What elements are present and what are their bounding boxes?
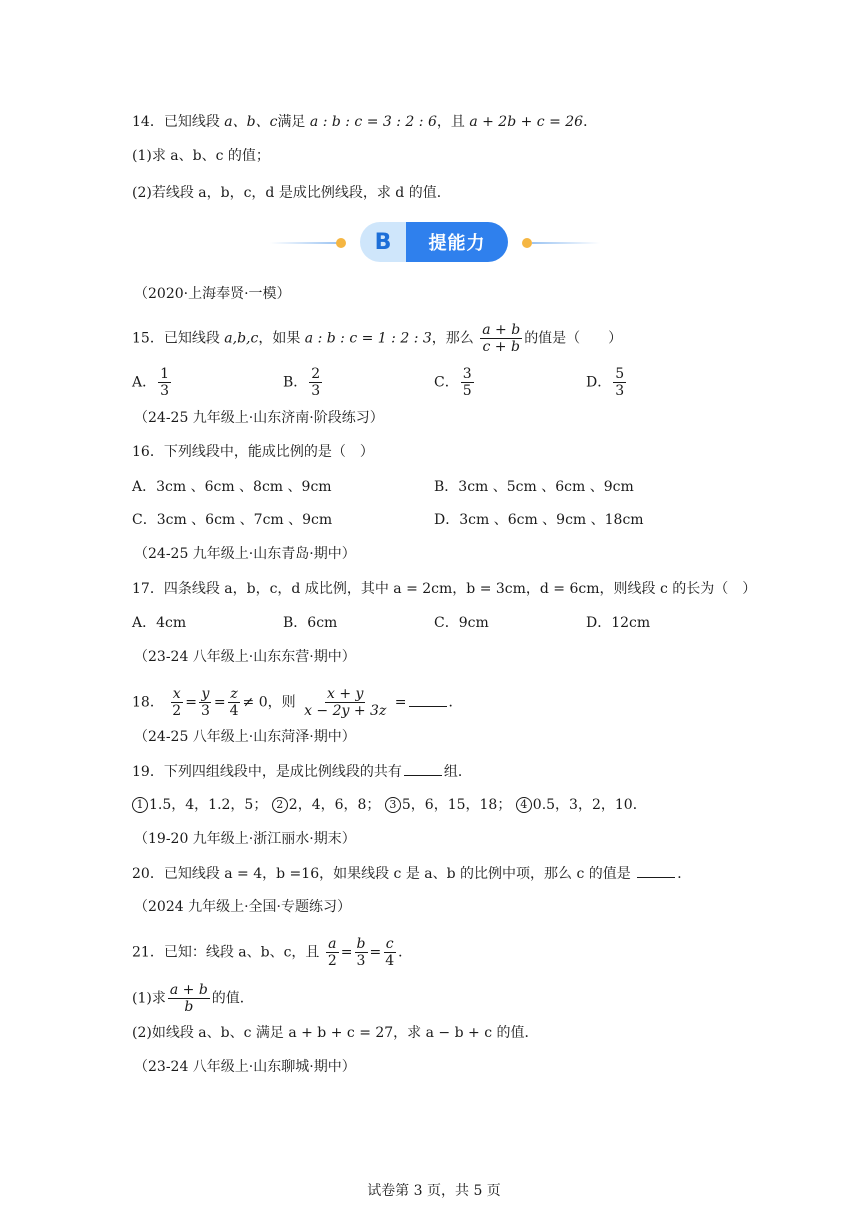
- banner-left-line: [270, 242, 338, 244]
- q15-option-c[interactable]: C． $\frac{3}{5}$: [434, 366, 472, 399]
- q16-option-c[interactable]: C．3cm 、6cm 、7cm 、9cm: [132, 512, 333, 528]
- banner-right-line: [532, 242, 600, 244]
- section-banner: [270, 222, 600, 262]
- q16-option-a[interactable]: A．3cm 、6cm 、8cm 、9cm: [132, 479, 332, 495]
- q16-option-b[interactable]: B．3cm 、5cm 、6cm 、9cm: [434, 479, 634, 495]
- q18-answer-blank[interactable]: [409, 692, 447, 707]
- q19-answer-blank[interactable]: [404, 761, 442, 776]
- q16-source: （24-25 九年级上·山东济南·阶段练习）: [134, 410, 384, 426]
- q15-option-b[interactable]: B． $\frac{2}{3}$: [283, 366, 321, 399]
- q18-source: （23-24 八年级上·山东东营·期中）: [134, 649, 356, 665]
- q18-target-fraction: $\frac{x + y}{x - 2y + 3z}$: [304, 686, 387, 719]
- banner-pill: [360, 222, 508, 262]
- q21-stem: 21．已知：线段 a、b、c，且 $\frac{a}{2}$ = $\frac{b}{3}$ = $\frac{c}{4}$ ．: [132, 936, 413, 969]
- q15-stem: 15．已知线段 a,b,c，如果 a : b : c = 1 : 2 : 3，那么 $\frac{a + b}{c + b}$ 的值是（ ）: [132, 322, 623, 355]
- q21-source: （2024 九年级上·全国·专题练习）: [134, 899, 351, 915]
- banner-right-dot: [522, 238, 532, 248]
- tail-source: （23-24 八年级上·山东聊城·期中）: [134, 1059, 356, 1075]
- q14-part1: (1)求 a、b、c 的值；: [132, 148, 270, 164]
- q17-stem: 17．四条线段 a，b，c，d 成比例，其中 a = 2cm，b = 3cm，d = 6cm，则线段 c 的长为（ ）: [132, 581, 757, 597]
- q14-part2: (2)若线段 a，b，c，d 是成比例线段，求 d 的值．: [132, 185, 451, 201]
- banner-letter: B: [360, 222, 406, 262]
- q17-source: （24-25 九年级上·山东青岛·期中）: [134, 546, 356, 562]
- q14-stem: 14．已知线段 a、b、c满足 a : b : c = 3 : 2 : 6，且 a + 2b + c = 26．: [132, 114, 598, 130]
- q20-stem: 20．已知线段 a = 4，b =16，如果线段 c 是 a、b 的比例中项，那么 c 的值是 ．: [132, 863, 691, 884]
- circled-number-1: 1: [132, 797, 148, 813]
- q21-part2: (2)如线段 a、b、c 满足 a + b + c = 27，求 a − b + c 的值．: [132, 1025, 539, 1041]
- q18-stem: 18． $\frac{x}{2}$ = $\frac{y}{3}$ = $\frac{z}{4}$ ≠ 0，则 $\frac{x + y}{x - 2y + 3z}$ = ．: [132, 686, 463, 719]
- q15-option-d[interactable]: D． $\frac{5}{3}$: [586, 366, 625, 399]
- q15-fraction: $\frac{a + b}{c + b}$: [482, 322, 521, 355]
- q20-answer-blank[interactable]: [637, 863, 675, 878]
- banner-left-dot: [336, 238, 346, 248]
- q17-option-d[interactable]: D．12cm: [586, 615, 651, 631]
- q17-option-a[interactable]: A．4cm: [132, 615, 187, 631]
- q16-option-d[interactable]: D．3cm 、6cm 、9cm 、18cm: [434, 512, 644, 528]
- circled-number-2: 2: [272, 797, 288, 813]
- banner-title: 提能力: [406, 222, 508, 262]
- q20-source: （19-20 九年级上·浙江丽水·期末）: [134, 831, 356, 847]
- q19-groups: 1 1.5，4，1.2，5； 2 2，4，6，8； 3 5，6，15，18； 4 0.5，3，2，10．: [132, 795, 647, 815]
- q19-source: （24-25 八年级上·山东菏泽·期中）: [134, 729, 356, 745]
- q15-option-a[interactable]: A． $\frac{1}{3}$: [132, 366, 170, 399]
- page-footer: 试卷第 3 页，共 5 页: [367, 1183, 501, 1199]
- q16-stem: 16．下列线段中，能成比例的是（ ）: [132, 444, 374, 460]
- circled-number-3: 3: [385, 797, 401, 813]
- circled-number-4: 4: [516, 797, 532, 813]
- q17-option-c[interactable]: C．9cm: [434, 615, 489, 631]
- q15-source: （2020·上海奉贤·一模）: [134, 286, 291, 302]
- q19-stem: 19．下列四组线段中，是成比例线段的共有 组．: [132, 761, 472, 782]
- q17-option-b[interactable]: B．6cm: [283, 615, 338, 631]
- q21-part1: (1)求 $\frac{a + b}{b}$ 的值．: [132, 982, 254, 1015]
